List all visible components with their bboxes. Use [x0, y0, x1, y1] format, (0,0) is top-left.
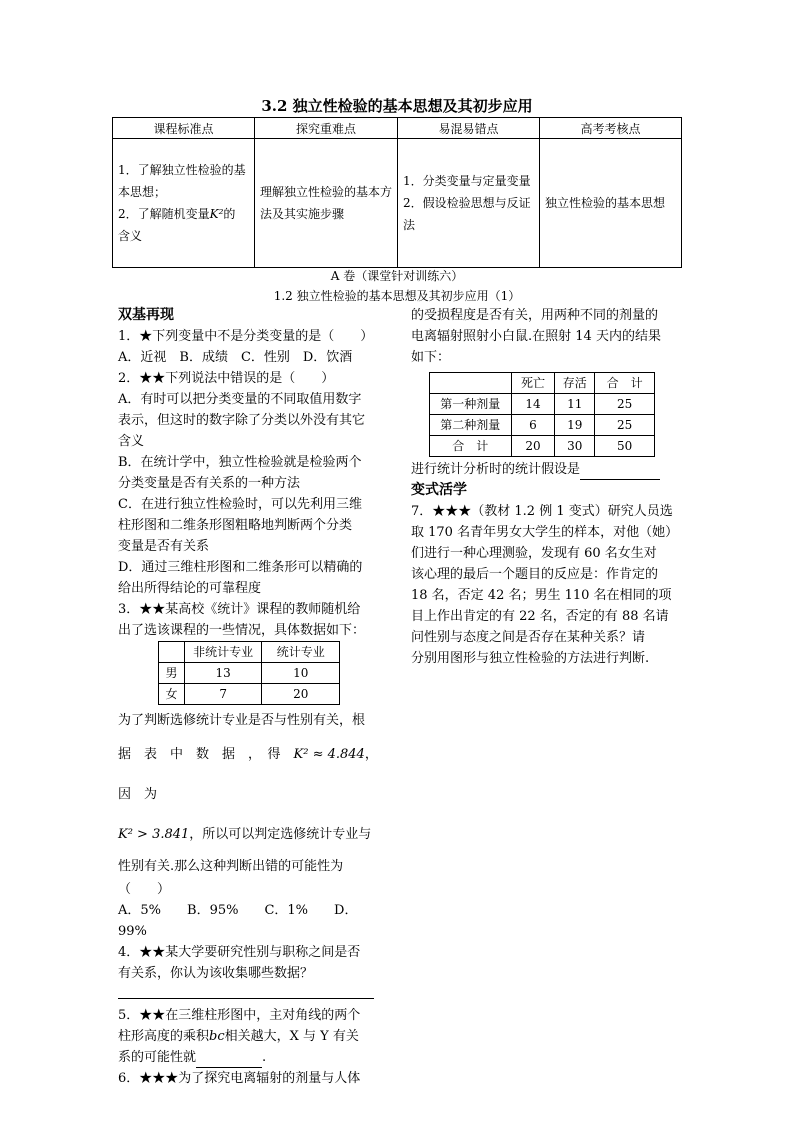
q7-line: 该心理的最后一个题目的反应是：作肯定的	[411, 567, 659, 582]
q7-line: 问性别与态度之间是否存在某种关系？请	[411, 630, 646, 645]
text-span: 2．了解随机变量	[118, 207, 210, 221]
table-cell: 25	[595, 394, 655, 415]
q2-a: 含义	[118, 434, 145, 449]
table-cell: 13	[184, 663, 262, 684]
q6-stem: 如下：	[411, 350, 451, 365]
q3-text: 性别有关.那么这种判断出错的可能性为	[118, 859, 344, 874]
text-line: 1．分类变量与定量变量	[403, 174, 531, 188]
heading-variant: 变式活学	[411, 482, 467, 498]
cell-key-points: 理解独立性检验的基本方法及其实施步骤	[255, 139, 398, 268]
heading-basic: 双基再现	[118, 307, 174, 323]
table-cell: 统计专业	[262, 642, 340, 663]
table-cell: 10	[262, 663, 340, 684]
q2-c: 变量是否有关系	[118, 539, 210, 554]
header-confusion-points: 易混易错点	[398, 118, 540, 139]
text-line: 含义	[118, 229, 143, 243]
q3-text	[118, 735, 386, 815]
q2-c: C．在进行独立性检验时，可以先利用三维	[118, 497, 362, 512]
q3-table	[158, 641, 340, 705]
q1-stem: 1．★下列变量中不是分类变量的是（ ）	[118, 329, 374, 344]
table-cell	[430, 373, 512, 394]
q5-stem: 系的可能性就 .	[118, 1047, 386, 1068]
table-row	[159, 642, 340, 663]
text-span: ， 因 为	[118, 747, 385, 802]
q7-line: 分别用图形与独立性检验的方法进行判断.	[411, 651, 650, 666]
table-row	[430, 373, 655, 394]
q5-stem: 5．★★在三维柱形图中，主对角线的两个	[118, 1008, 361, 1023]
table-cell: 7	[184, 684, 262, 705]
table-cell: 19	[555, 415, 595, 436]
q6-answer-blank[interactable]	[580, 465, 660, 480]
q6-stem: 的受损程度是否有关，用两种不同的剂量的	[411, 308, 659, 323]
bc-symbol: bc	[209, 1029, 225, 1044]
text-line: 2．假设检验思想与反证法	[403, 196, 531, 232]
table-cell: 第一种剂量	[430, 394, 512, 415]
text-span: 进行统计分析时的统计假设是	[411, 462, 581, 477]
q2-c: 柱形图和二维条形图粗略地判断两个分类	[118, 518, 353, 533]
left-column	[118, 305, 386, 1089]
q3-options: A．5% B．95% C．1% D．99%	[118, 903, 358, 939]
q7-line: 7．★★★（教材 1.2 例 1 变式）研究人员选	[411, 504, 673, 519]
table-cell: 女	[159, 684, 185, 705]
q2-a: A．有时可以把分类变量的不同取值用数字	[118, 392, 362, 407]
q2-d: D．通过三维柱形图和二维条形可以精确的	[118, 560, 363, 575]
text-span: 据 表 中 数 据 ， 得	[118, 747, 294, 762]
text-span: 系的可能性就	[118, 1050, 197, 1065]
table-cell: 50	[595, 436, 655, 457]
table-cell: 男	[159, 663, 185, 684]
cell-curriculum	[113, 139, 255, 268]
page-title: 3.2 独立性检验的基本思想及其初步应用	[261, 97, 533, 115]
k2-critical: K² > 3.841	[118, 827, 190, 842]
k2-value: K² ≈ 4.844	[293, 747, 365, 762]
q7-line: 取 170 名青年男女大学生的样本，对他（她）	[411, 525, 679, 540]
q6-stem: 6．★★★为了探究电离辐射的剂量与人体	[118, 1071, 361, 1086]
table-row	[430, 394, 655, 415]
table-cell: 20	[511, 436, 555, 457]
q3-text: 为了判断选修统计专业是否与性别有关，根	[118, 713, 366, 728]
q2-stem: 2．★★下列说法中错误的是（ ）	[118, 371, 335, 386]
text-span: 柱形高度的乘积	[118, 1029, 210, 1044]
table-cell: 6	[511, 415, 555, 436]
q4-stem: 有关系，你认为该收集哪些数据？	[118, 966, 314, 981]
q3-stem: 出了选该课程的一些情况，具体数据如下：	[118, 623, 366, 638]
table-cell: 第二种剂量	[430, 415, 512, 436]
text-span: 相关越大，X 与 Y 有关	[224, 1029, 359, 1044]
q3-text	[118, 815, 386, 855]
q5-answer-blank[interactable]	[196, 1053, 262, 1068]
table-row	[430, 436, 655, 457]
text-span: ，所以可以判定选修统计专业与	[189, 827, 372, 842]
q2-d: 给出所得结论的可靠程度	[118, 581, 262, 596]
q6-stem: 电离辐射照射小白鼠.在照射 14 天内的结果	[411, 329, 661, 344]
table-cell: 11	[555, 394, 595, 415]
q7-line: 们进行一种心理测验，发现有 60 名女生对	[411, 546, 657, 561]
header-exam-points: 高考考核点	[540, 118, 682, 139]
q6-end	[411, 459, 679, 480]
table-cell	[159, 642, 185, 663]
lesson-title: 1.2 独立性检验的基本思想及其初步应用（1）	[273, 289, 521, 303]
header-curriculum: 课程标准点	[113, 118, 255, 139]
q5-stem	[118, 1026, 386, 1047]
q4-stem: 4．★★某大学要研究性别与职称之间是否	[118, 945, 361, 960]
table-row	[159, 684, 340, 705]
table-cell: 合 计	[595, 373, 655, 394]
table-cell: 合 计	[430, 436, 512, 457]
standards-table	[112, 117, 682, 268]
cell-confusion-points	[398, 139, 540, 268]
q2-b: 分类变量是否有关系的一种方法	[118, 476, 301, 491]
table-cell: 14	[511, 394, 555, 415]
q4-answer-line[interactable]	[118, 984, 374, 999]
cell-exam-points: 独立性检验的基本思想	[540, 139, 682, 268]
table-cell: 非统计专业	[184, 642, 262, 663]
table-row	[159, 663, 340, 684]
table-cell: 20	[262, 684, 340, 705]
right-column	[411, 305, 679, 669]
text-line: 1．了解独立性检验的基	[118, 163, 246, 177]
table-cell: 存活	[555, 373, 595, 394]
text-line	[118, 203, 249, 225]
q2-b: B．在统计学中，独立性检验就是检验两个	[118, 455, 362, 470]
section-a-label: A 卷（课堂针对训练六）	[330, 269, 464, 283]
header-key-points: 探究重难点	[255, 118, 398, 139]
table-row	[430, 415, 655, 436]
text-line: 本思想；	[118, 185, 167, 199]
q2-a: 表示，但这时的数字除了分类以外没有其它	[118, 413, 366, 428]
table-cell: 30	[555, 436, 595, 457]
q3-stem: 3．★★某高校《统计》课程的教师随机给	[118, 602, 361, 617]
k2-symbol: K²	[209, 207, 224, 221]
q3-text: （ ）	[118, 882, 171, 897]
q6-table	[429, 372, 655, 457]
text-span: 的	[223, 207, 236, 221]
q7-line: 18 名，否定 42 名；男生 110 名在相同的项	[411, 588, 672, 603]
table-cell: 死亡	[511, 373, 555, 394]
table-cell: 25	[595, 415, 655, 436]
q7-line: 目上作出肯定的有 22 名，否定的有 88 名请	[411, 609, 669, 624]
q1-options: A．近视 B．成绩 C．性别 D．饮酒	[118, 350, 353, 365]
